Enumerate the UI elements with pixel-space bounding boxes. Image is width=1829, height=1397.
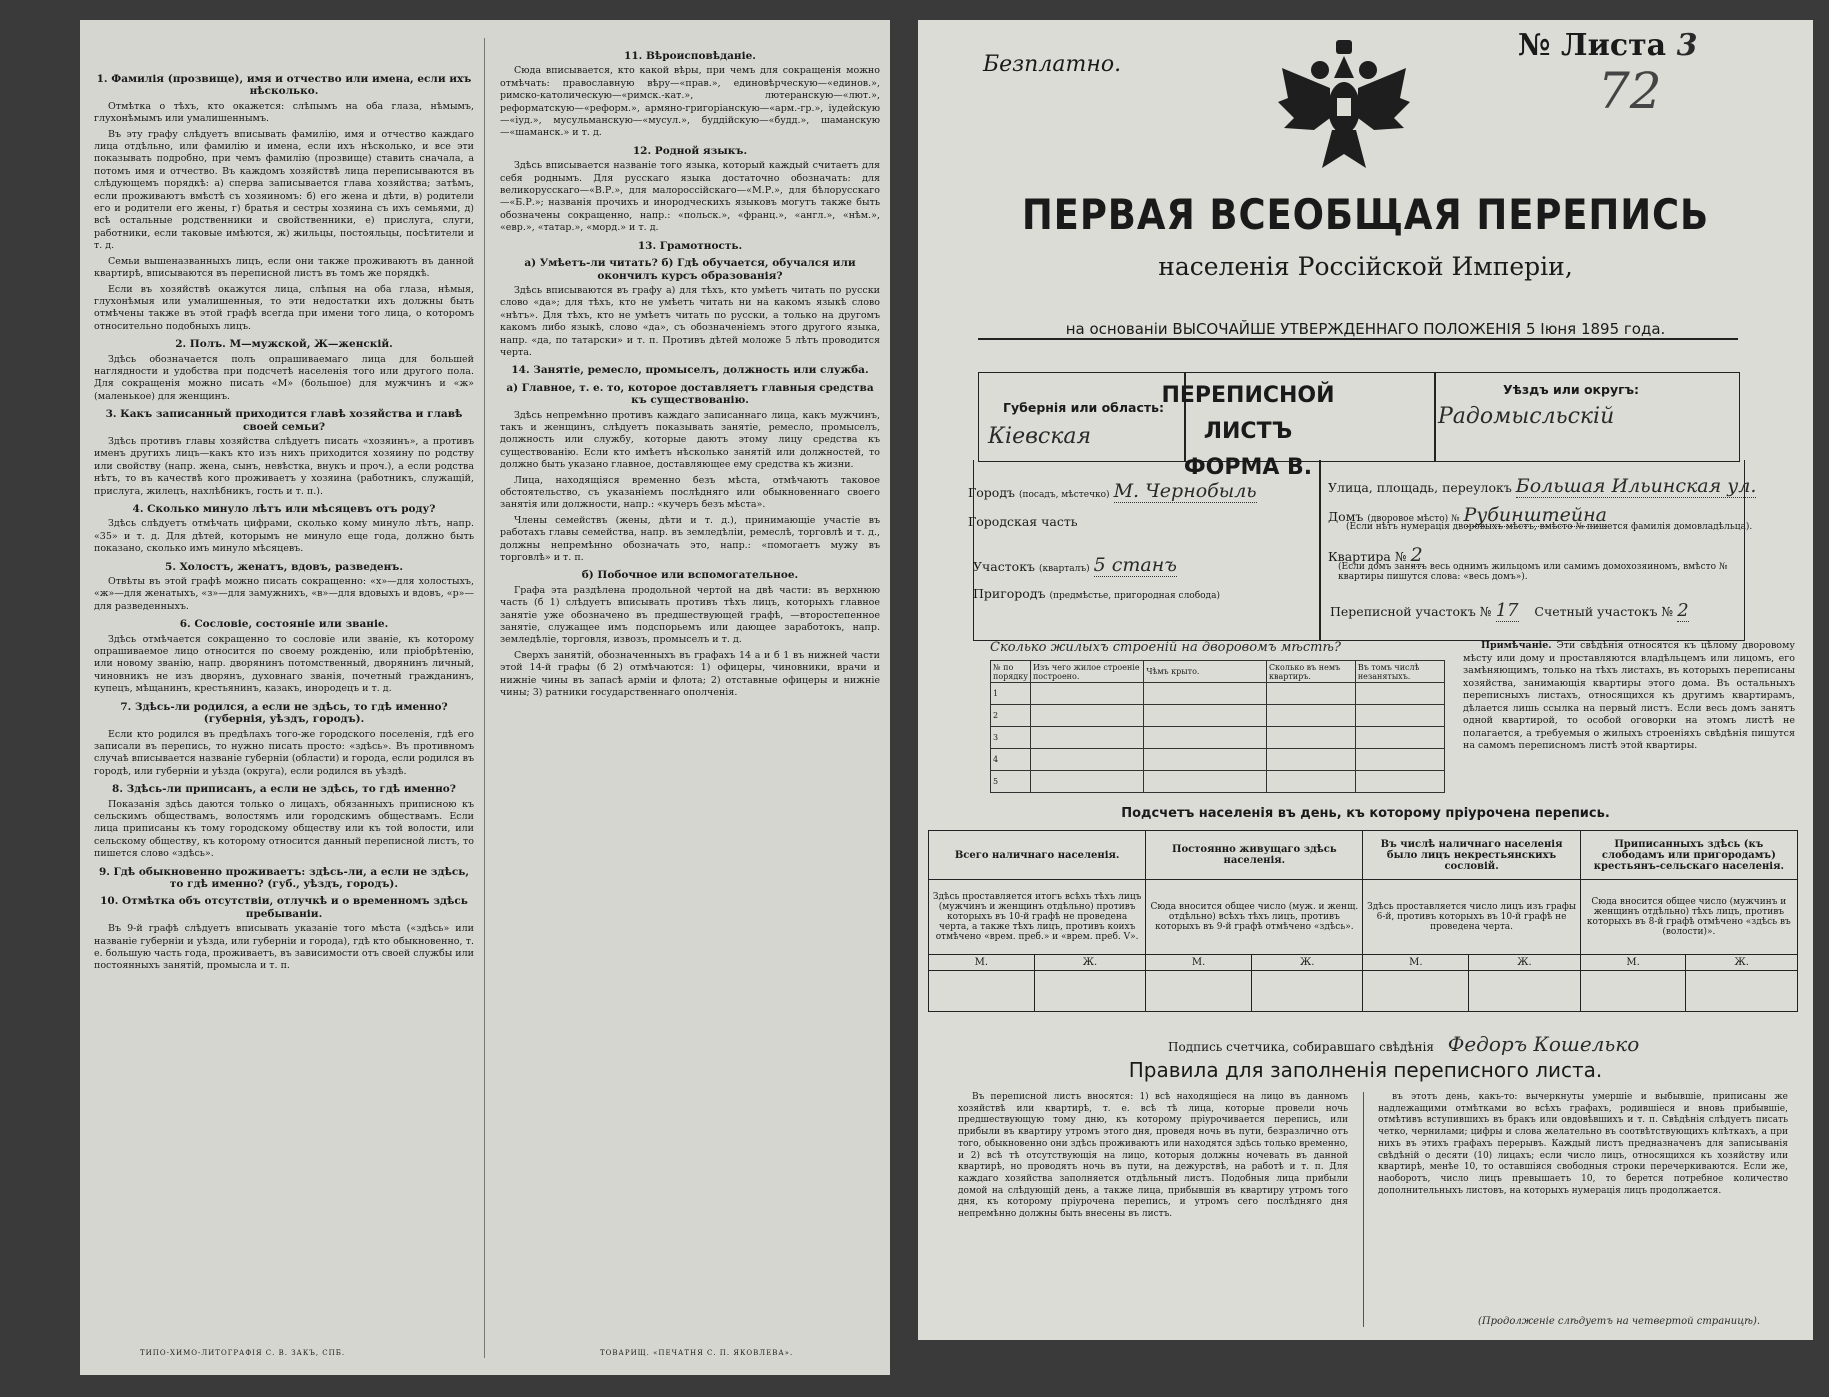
rules-column-1 — [958, 1092, 1348, 1327]
population-count-table — [928, 830, 1798, 1012]
rules-continued: (Продолженіе слѣдуетъ на четвертой страницѣ). — [1478, 1316, 1761, 1327]
count-header: Постоянно живущаго здѣсь населенія. — [1146, 831, 1363, 880]
apartment-hint: (Если домъ занятъ весь однимъ жильцомъ или самимъ домохозяиномъ, вмѣсто № квартиры пишутся слова: «весь домъ»). — [1338, 562, 1728, 582]
free-of-charge-label: Безплатно. — [983, 52, 1122, 77]
note-text: Эти свѣдѣнія относятся къ цѣлому дворовому мѣсту или дому и проставляются владѣльцемъ или лицомъ, его замѣняющимъ, только на тѣхъ листахъ, въ которыхъ переписаны хозяйства, занимающія квартиры этого дома. Въ остальныхъ переписныхъ листахъ, относящихся къ другимъ квартирамъ, дѣлается лишь ссылка на первый листъ. Если весь домъ занятъ одной квартирой, то особой оговорки на этомъ листѣ не полагается, а требуемыя о жилыхъ строеніяхъ свѣдѣнія пишутся на самомъ переписномъ листѣ этой квартиры. — [1463, 640, 1795, 751]
row-number: 3 — [991, 727, 1031, 749]
instructions-page — [80, 20, 890, 1375]
counting-district-value: 2 — [1677, 600, 1689, 621]
section-heading: 9. Гдѣ обыкновенно проживаетъ: здѣсь-ли, а если не здѣсь, то гдѣ именно? (губ., уѣздъ, городъ). — [98, 865, 470, 890]
archive-number: 72 — [1598, 62, 1662, 120]
section-heading: 14. Занятіе, ремесло, промыселъ, должность или служба. — [511, 364, 869, 377]
printer-imprint-left: ТИПО-ХИМО-ЛИТОГРАФІЯ С. В. ЗАКЪ, СПБ. — [140, 1349, 346, 1357]
instruction-paragraph: Здѣсь отмѣчается сокращенно то сословіе или званіе, къ которому опрашиваемое лицо относится по своему рожденію, или пріобрѣтенію, или новому званію, напр. дворянинъ потомственный, дворянинъ личный, чиновникъ не изъ дворянъ, духовнаго званія, почетный гражданинъ, купецъ, мѣщанинъ, крестьянинъ, казакъ, инородецъ и т. д. — [94, 633, 474, 695]
region-box-divider — [1434, 373, 1436, 461]
instruction-paragraph: Здѣсь вписываются въ графу а) для тѣхъ, кто умѣетъ читать по русски слово «да»; для тѣхъ, кто не умѣетъ читать ни на какомъ языкѣ слово «нѣтъ». Для тѣхъ, кто не умѣетъ читать по русски, а только на другомъ какомъ либо языкѣ, слово «да», съ обозначеніемъ этого другого языка, напр. «да, по татарски» и т. п. Противъ дѣтей моложе 5 лѣтъ проводится черта. — [500, 284, 880, 358]
section-heading: 6. Сословіе, состояніе или званіе. — [179, 618, 389, 631]
section-heading: 7. Здѣсь-ли родился, а если не здѣсь, то гдѣ именно? (губернія, уѣздъ, городъ). — [120, 700, 448, 726]
instruction-paragraph: Сюда вписывается, кто какой вѣры, при чемъ для сокращенія можно отмѣчать: православную вѣру—«прав.», единовѣрческую—«единов.», римско-католическую—«римск.-кат.», лютеранскую—«лют.», реформатскую—«реформ.», армяно-григоріанскую—«арм.-гр.», іудейскую—«іуд.», мусульманскую—«мусул.», буддійскую—«будд.», шаманскую—«шаманск.» и т. д. — [500, 65, 880, 139]
rules-title: Правила для заполненія переписного листа. — [1128, 1058, 1603, 1082]
suburb-note: (предмѣстье, пригородная слобода) — [1049, 591, 1220, 601]
instruction-paragraph: Если въ хозяйствѣ окажутся лица, слѣпыя на оба глаза, нѣмыя, глухонѣмыя или умалишенныя, то эти недостатки ихъ должны быть отмѣчены также въ этой графѣ всегда при имени того лица, о которомъ относительно подобныхъ лицъ. — [94, 283, 474, 332]
rules-divider — [1363, 1092, 1364, 1327]
street-label: Улица, площадь, переулокъ — [1328, 480, 1512, 495]
street-row — [1328, 475, 1756, 497]
buildings-header-row — [991, 661, 1445, 683]
house-label: Домъ — [1328, 509, 1364, 524]
section-heading: 5. Холостъ, женатъ, вдовъ, разведенъ. — [165, 560, 403, 573]
table-row — [991, 771, 1445, 793]
section-heading: 12. Родной языкъ. — [632, 144, 748, 157]
count-sex-row — [929, 955, 1798, 971]
section-heading: 11. Вѣроисповѣданіе. — [624, 50, 756, 62]
section-heading: 1. Фамилія (прозвище), имя и отчество или имена, если ихъ нѣсколько. — [96, 73, 472, 98]
instruction-paragraph: Если кто родился въ предѣлахъ того-же городского поселенія, гдѣ его записали въ перепись, то нужно писать просто: «здѣсь». Въ противномъ случаѣ вписывается названіе губерніи (области) и города, если родился въ городѣ, или губерніи и уѣзда (округа), если родился въ уѣздѣ. — [94, 728, 474, 777]
suburb-label: Пригородъ — [973, 586, 1046, 601]
section-heading: а) Умѣетъ-ли читать? б) Гдѣ обучается, обучался или окончилъ курсъ образованія? — [524, 257, 856, 282]
note-title: Примѣчаніе. — [1481, 640, 1552, 651]
male-header: М. — [929, 955, 1035, 971]
instruction-paragraph: Графа эта раздѣлена продольной чертой на двѣ части: въ верхнюю часть (б 1) слѣдуетъ вписывать противъ тѣхъ лицъ, которыхъ главное занятіе уже обозначено въ предшествующей графѣ, —второстепенное занятіе, служащее имъ подспорьемъ или дающее заработокъ, напр. земледѣліе, торговля, извозъ, промыселъ и т. д. — [500, 584, 880, 646]
row-number: 5 — [991, 771, 1031, 793]
sheet-number-value: 3 — [1676, 28, 1698, 63]
form-title-line1: ПЕРЕПИСНОЙ ЛИСТЪ — [1161, 383, 1335, 444]
count-header-row — [929, 831, 1798, 880]
census-subtitle: населенія Россійской Имперіи, — [1158, 252, 1573, 281]
precinct-note: (кварталъ) — [1038, 564, 1090, 574]
enumerator-signature-row — [1168, 1032, 1639, 1056]
signature-value: Федоръ Кошелько — [1447, 1032, 1640, 1056]
section-heading: 13. Грамотность. — [637, 239, 743, 252]
count-description: Здѣсь проставляется итогъ всѣхъ тѣхъ лицъ (мужчинъ и женщинъ отдѣльно) противъ которыхъ въ 10-й графѣ не проведена черта, а также тѣхъ лицъ, противъ коихъ отмѣчено «врем. преб.» и «врем. преб. V». — [929, 880, 1146, 955]
male-header: М. — [1363, 955, 1469, 971]
precinct-row — [973, 554, 1177, 576]
row-number: 1 — [991, 683, 1031, 705]
col-header: Въ томъ числѣ незанятыхъ. — [1355, 661, 1444, 683]
count-header: Въ числѣ наличнаго населенія было лицъ некрестьянскихъ сословій. — [1363, 831, 1580, 880]
count-header: Приписанныхъ здѣсь (къ слободамъ или пригородамъ) крестьянъ-сельскаго населенія. — [1580, 831, 1797, 880]
instruction-paragraph: Члены семействъ (жены, дѣти и т. д.), принимающіе участіе въ работахъ главы семейства, напр. въ земледѣліи, ремеслѣ, торговлѣ и т. д., должны непремѣнно обозначать это, напр.: «помогаетъ мужу въ торговлѣ» и т. п. — [500, 514, 880, 564]
male-header: М. — [1580, 955, 1686, 971]
female-header: Ж. — [1469, 955, 1580, 971]
city-row — [968, 480, 1257, 502]
census-form-page — [918, 20, 1813, 1340]
count-description-row — [929, 880, 1798, 955]
uezd-value: Радомысльскій — [1438, 404, 1615, 429]
guberniya-value: Кіевская — [988, 424, 1092, 449]
buildings-title: Сколько жилыхъ строеній на дворовомъ мѣстѣ? — [990, 640, 1341, 655]
section-heading: 2. Полъ. М—мужской, Ж—женскій. — [175, 338, 393, 351]
buildings-note — [1463, 640, 1795, 753]
section-heading: 3. Какъ записанный приходится главѣ хозяйства и главѣ своей семьи? — [105, 408, 463, 433]
instructions-column-2 — [500, 20, 880, 1375]
house-hint: (Если нѣтъ нумерація дворовыхъ мѣстъ, вмѣсто № пишется фамилія домовладѣльца). — [1346, 522, 1753, 532]
count-header: Всего наличнаго населенія. — [929, 831, 1146, 880]
guberniya-label: Губернія или область: — [1003, 400, 1165, 415]
house-value: Рубинштейна — [1463, 504, 1607, 526]
instructions-column-1 — [94, 20, 474, 1375]
title-rule — [978, 338, 1738, 340]
table-row — [991, 705, 1445, 727]
house-note: (дворовое мѣсто) № — [1367, 514, 1460, 524]
instruction-paragraph: Здѣсь непремѣнно противъ каждаго записаннаго лица, какъ мужчинъ, такъ и женщинъ, слѣдуетъ показывать занятіе, ремесло, промыселъ, должность или службу, которые даютъ этому лицу средства къ существованію. Если кто имѣетъ нѣсколько занятій или должностей, то должно быть указано главное, доставляющее ему средства къ жизни. — [500, 409, 880, 471]
precinct-label: Участокъ — [973, 559, 1035, 574]
sheet-number — [1518, 28, 1697, 63]
city-district-label: Городская часть — [968, 514, 1078, 529]
col-header: Чѣмъ крыто. — [1144, 661, 1267, 683]
rules-text: въ этотъ день, какъ-то: вычеркнуты умершіе и выбывшіе, приписаны же надлежащими отмѣтками во всѣхъ графахъ, родившіеся и вновь прибывшіе, отмѣтивъ вступившихъ въ бракъ или овдовѣвшихъ и т. п. Свѣдѣнія слѣдуетъ писать четко, чернилами; цифры и слова желательно въ соотвѣтствующихъ клѣткахъ, а при нихъ въ этихъ графахъ перерывъ. Каждый листъ предназначенъ для записыванія свѣдѣній о десяти (10) лицахъ; если число лицъ, относящихся къ хозяйству или квартирѣ, менѣе 10, то оставшіяся свободныя строки перечеркиваются. Если же, наоборотъ, число лицъ превышаетъ 10, то берется потребное количество дополнительныхъ листовъ, на которыхъ нумерація лицъ продолжается. — [1378, 1092, 1788, 1196]
city-label: Городъ — [968, 485, 1015, 500]
instruction-paragraph: Здѣсь вписывается названіе того языка, который каждый считаетъ для себя роднымъ. Для русскаго языка достаточно обозначать: для великорусскаго—«В.Р.», для малороссійскаго—«М.Р.», для бѣлорусскаго—«Б.Р.»; названія прочихъ и инородческихъ языковъ могутъ также быть обозначены сокращенно, напр.: «польск.», «франц.», «англ.», «нѣм.», «евр.», «татар.», «морд.» и т. д. — [500, 160, 880, 234]
population-count-title: Подсчетъ населенія въ день, къ которому пріурочена перепись. — [1121, 806, 1610, 821]
instruction-paragraph: Здѣсь обозначается полъ опрашиваемаго лица для большей наглядности и удобства при подсчетѣ населенія того или другого пола. Для сокращенія можно писать «М» (большое) для мужчинъ и «ж» (маленькое) для женщинъ. — [94, 353, 474, 402]
table-row — [991, 749, 1445, 771]
sheet-number-label: № Листа — [1518, 28, 1667, 63]
row-number: 4 — [991, 749, 1031, 771]
counting-district-label: Счетный участокъ № — [1534, 604, 1674, 619]
section-heading: 10. Отмѣтка объ отсутствіи, отлучкѣ и о временномъ здѣсь пребываніи. — [100, 895, 468, 920]
section-heading: а) Главное, т. е. то, которое доставляетъ главныя средства къ существованію. — [506, 381, 874, 407]
col-header: № по порядку — [991, 661, 1031, 683]
col-header: Изъ чего жилое строеніе построено. — [1030, 661, 1143, 683]
count-description: Сюда вносится общее число (мужчинъ и женщинъ отдѣльно) тѣхъ лицъ, противъ которыхъ въ 8-й графѣ отмѣчено «здѣсь въ (волости)». — [1580, 880, 1797, 955]
uezd-label: Уѣздъ или округъ: — [1503, 382, 1640, 397]
rules-column-2 — [1378, 1092, 1788, 1314]
female-header: Ж. — [1686, 955, 1798, 971]
instruction-paragraph: Отмѣтка о тѣхъ, кто окажется: слѣпымъ на оба глаза, нѣмымъ, глухонѣмымъ или умалишеннымъ. — [94, 100, 474, 125]
male-header: М. — [1146, 955, 1252, 971]
female-header: Ж. — [1034, 955, 1145, 971]
address-box-divider — [1319, 460, 1321, 640]
instruction-paragraph: Въ 9-й графѣ слѣдуетъ вписывать указаніе того мѣста («здѣсь» или названіе губерніи и уѣзда, или губерніи и города), гдѣ кто обыкновенно, т. е. большую часть года, проживаетъ, въ зависимости отъ своей службы или постоянныхъ занятій, промысла и т. п. — [94, 923, 474, 972]
count-description: Сюда вносится общее число (муж. и женщ. отдѣльно) всѣхъ тѣхъ лицъ, противъ которыхъ въ 9-й графѣ отмѣчено «здѣсь». — [1146, 880, 1363, 955]
city-note: (посадъ, мѣстечко) — [1018, 490, 1110, 500]
instruction-paragraph: Здѣсь слѣдуетъ отмѣчать цифрами, сколько кому минуло лѣтъ, напр. «35» и т. д. Для дѣтей, которымъ не минуло еще года, должно быть показано, сколько имъ минуло мѣсяцевъ. — [94, 518, 474, 555]
instruction-paragraph: Здѣсь противъ главы хозяйства слѣдуетъ писать «хозяинъ», а противъ именъ другихъ лицъ—какъ кто изъ нихъ приходится хозяину по родству или свойству (напр. жена, сынъ, невѣстка, внукъ и проч.), а если родства нѣтъ, то въ качествѣ кого проживаетъ у хозяина (работникъ, служащій, прислуга, жилецъ, нахлѣбникъ, гость и т. п.). — [94, 435, 474, 497]
census-district-label: Переписной участокъ № — [1330, 604, 1492, 619]
rules-text: Въ переписной листъ вносятся: 1) всѣ находящіеся на лицо въ данномъ хозяйствѣ или квартирѣ, т. е. всѣ тѣ лица, которые провели ночь предшествующую тому дню, къ которому пріурочивается перепись, или прибыли въ квартиру утромъ этого дня, проведя ночь въ пути, безразлично отъ того, обыкновенно они здѣсь проживаютъ или находятся здѣсь только временно, и 2) всѣ тѣ отсутствующія на лицо, которыя должны ночевать въ данной квартирѣ, но проводятъ ночь въ пути, на дежурствѣ, на работѣ и т. п. Для каждаго хозяйства заполняется отдѣльный листъ. Подобныя лица прибыли домой на слѣдующій день, а также лица, прибывшія въ квартиру утромъ того дня, къ которому пріурочена перепись, и утромъ сего послѣдняго дня непремѣнно должны быть внесены въ листъ. — [958, 1092, 1348, 1220]
city-value: М. Чернобыль — [1113, 480, 1257, 502]
instruction-paragraph: Въ эту графу слѣдуетъ вписывать фамилію, имя и отчество каждаго лица отдѣльно, или фамилію и имена, если ихъ нѣсколько, и все эти показывать подробно, при чемъ фамилію (прозвище) ставить сначала, а потомъ имя и отчество. Въ каждомъ хозяйствѣ лица переписываются въ слѣдующемъ порядкѣ: а) сперва записывается глава хозяйства; затѣмъ, если проживаютъ вмѣстѣ съ хозяиномъ: б) его жена и дѣти, в) родители его и родители его жены, г) братья и сестры хозяина съ ихъ семьями, д) всѣ остальные родственники и свойственники, е) прислуга, слуги, работники, если таковые имѣются, ж) жильцы, постояльцы, посѣтители и т. д. — [94, 128, 474, 252]
column-divider — [484, 38, 485, 1358]
street-value: Большая Ильинская ул. — [1515, 475, 1757, 497]
form-title-line2: ФОРМА В. — [1183, 455, 1313, 480]
section-heading: 8. Здѣсь-ли приписанъ, а если не здѣсь, то гдѣ именно? — [112, 783, 456, 796]
signature-label: Подпись счетчика, собиравшаго свѣдѣнія — [1168, 1040, 1434, 1054]
apartment-label: Квартира № — [1328, 549, 1407, 564]
precinct-value: 5 станъ — [1093, 554, 1177, 576]
instruction-paragraph: Семьи вышеназванныхъ лицъ, если они также проживаютъ въ данной квартирѣ, вписываются въ переписной листъ въ томъ же порядкѣ. — [94, 255, 474, 280]
section-heading: 4. Сколько минуло лѣтъ или мѣсяцевъ отъ роду? — [132, 503, 436, 515]
buildings-table — [990, 660, 1445, 793]
census-basis: на основаніи ВЫСОЧАЙШЕ УТВЕРЖДЕННАГО ПОЛОЖЕНІЯ 5 Іюня 1895 года. — [1065, 320, 1666, 338]
table-row — [991, 727, 1445, 749]
double-headed-eagle-icon — [1274, 38, 1414, 178]
table-row — [991, 683, 1445, 705]
section-heading: б) Побочное или вспомогательное. — [581, 569, 799, 582]
count-value-row — [929, 971, 1798, 1012]
count-description: Здѣсь проставляется число лицъ изъ графы 6-й, противъ которыхъ въ 10-й графѣ не проведена черта. — [1363, 880, 1580, 955]
instruction-paragraph: Лица, находящіяся временно безъ мѣста, отмѣчаютъ таковое обстоятельство, съ указаніемъ послѣдняго или обыкновеннаго своего занятія или должности, напр.: «кучеръ безъ мѣста». — [500, 474, 880, 511]
census-district-value: 17 — [1495, 600, 1519, 621]
instruction-paragraph: Сверхъ занятій, обозначенныхъ въ графахъ 14 а и б 1 въ нижней части этой 14-й графы (б 2) отмѣчаются: 1) офицеры, чиновники, врачи и нижніе чины въ запасѣ арміи и флота; 2) отставные офицеры и нижніе чины; 3) ратники государственнаго ополченія. — [500, 649, 880, 699]
census-district-row — [1330, 600, 1689, 621]
col-header: Сколько въ немъ квартиръ. — [1266, 661, 1355, 683]
printer-imprint-right: ТОВАРИЩ. «ПЕЧАТНЯ С. П. ЯКОВЛЕВА». — [600, 1349, 794, 1357]
apartment-value: 2 — [1410, 544, 1423, 566]
census-title: ПЕРВАЯ ВСЕОБЩАЯ ПЕРЕПИСЬ — [1021, 190, 1710, 239]
suburb-row — [973, 586, 1220, 601]
female-header: Ж. — [1251, 955, 1362, 971]
instruction-paragraph: Отвѣты въ этой графѣ можно писать сокращенно: «х»—для холостыхъ, «ж»—для женатыхъ, «з»—для замужнихъ, «в»—для вдовыхъ и вдовъ, «р»—для разведенныхъ. — [94, 576, 474, 612]
row-number: 2 — [991, 705, 1031, 727]
instruction-paragraph: Показанія здѣсь даются только о лицахъ, обязанныхъ приписною къ сельскимъ обществамъ, волостямъ или городскимъ обществамъ. Если лица приписаны къ тому городскому обществу или къ той волости, или сельскому обществу, къ которому относится данный переписной листъ, то пишется слово «здѣсь». — [94, 798, 474, 860]
